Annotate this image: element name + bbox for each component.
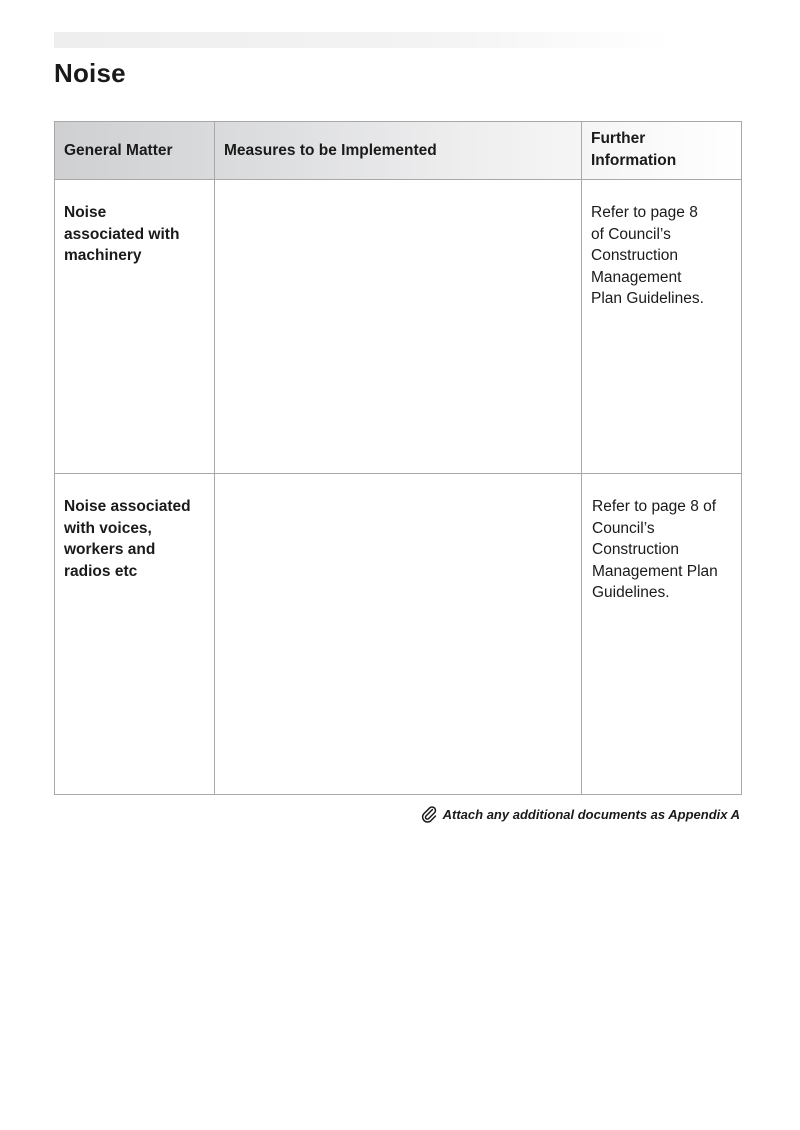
appendix-note (421, 805, 740, 823)
header-further-information-label: Further Information (591, 130, 677, 169)
header-band (54, 32, 674, 48)
table-header-row (55, 122, 742, 180)
noise-management-table (54, 121, 742, 795)
appendix-note-text: Attach any additional documents as Appendix A (442, 806, 740, 822)
further-information-cell: Refer to page 8 of Council’s Construction Management Plan Guidelines. (582, 180, 742, 474)
general-matter-cell: Noise associated with machinery (55, 180, 215, 474)
further-information-cell: Refer to page 8 of Council’s Construction Management Plan Guidelines. (582, 474, 742, 795)
general-matter-cell: Noise associated with voices, workers and radios etc (55, 474, 215, 795)
measures-input-cell[interactable] (215, 180, 582, 474)
header-further-information (582, 122, 742, 180)
measures-input-cell[interactable] (215, 474, 582, 795)
header-general-matter: General Matter (55, 122, 215, 180)
header-measures: Measures to be Implemented (215, 122, 582, 180)
page-title: Noise (54, 58, 126, 88)
table-row (55, 474, 742, 795)
table-row (55, 180, 742, 474)
paperclip-icon (421, 805, 437, 823)
